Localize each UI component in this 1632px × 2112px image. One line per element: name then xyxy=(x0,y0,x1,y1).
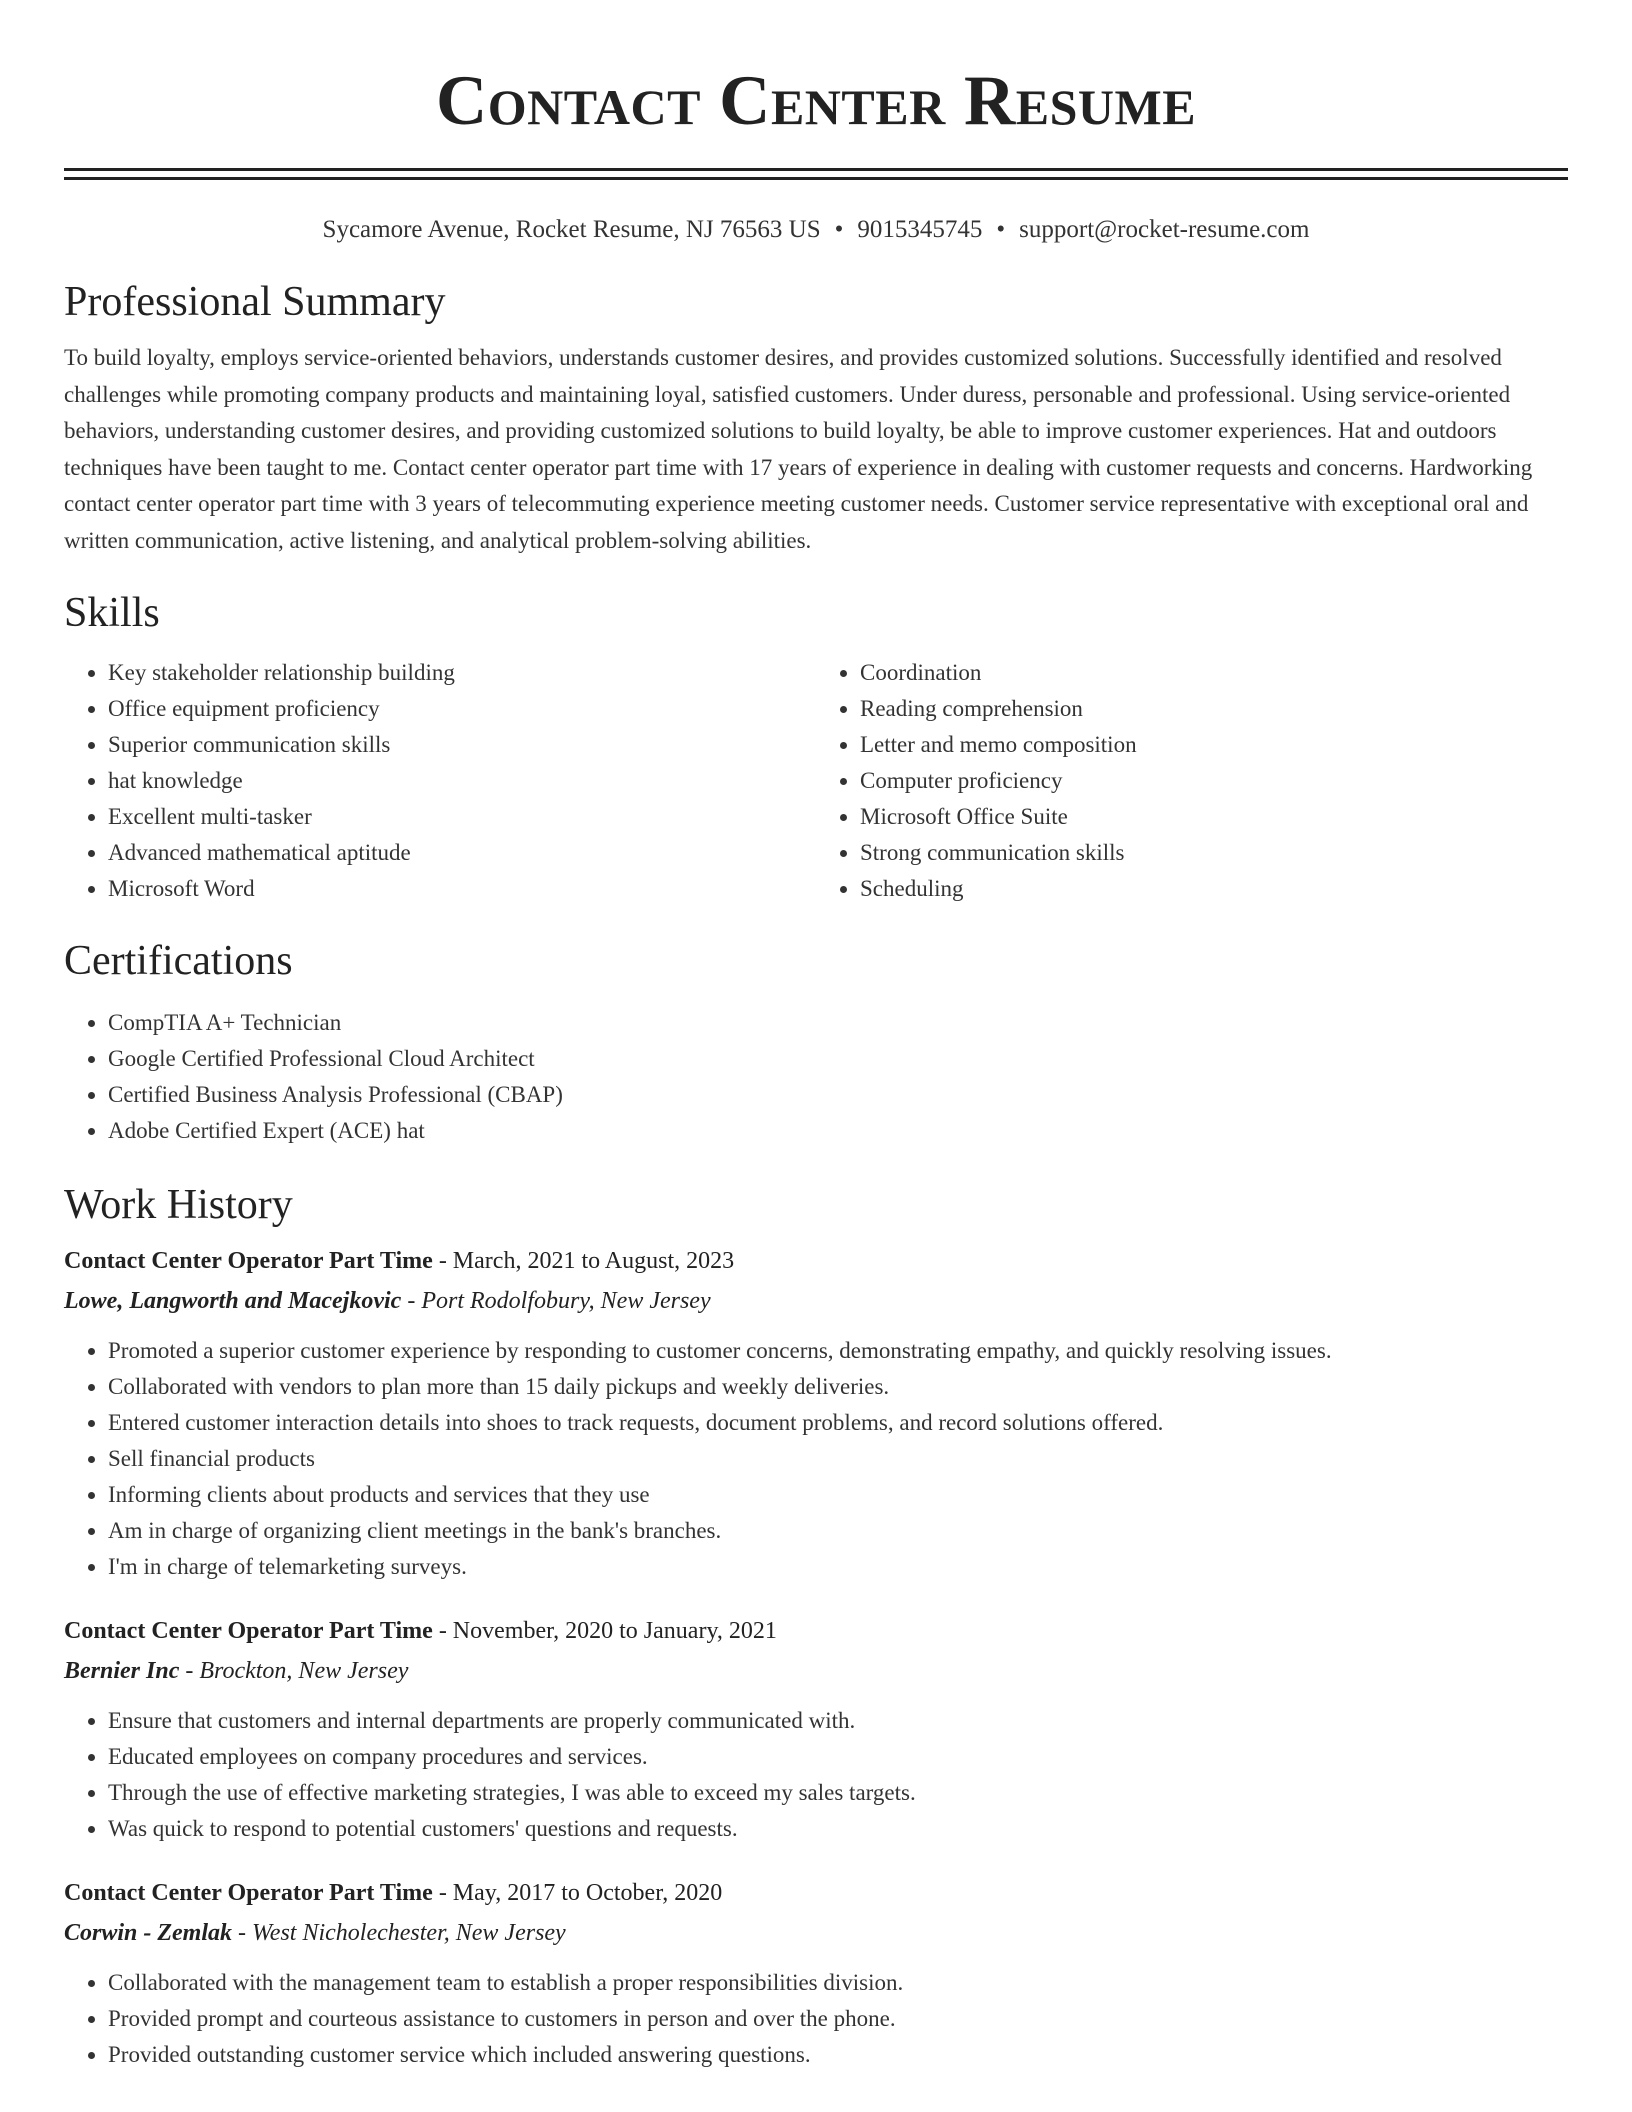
work-history-heading: Work History xyxy=(64,1182,293,1228)
job-bullet: • Ensure that customers and internal departments are properly communicated with. xyxy=(108,1703,1568,1739)
job-dates: - March, 2021 to August, 2023 xyxy=(432,1248,735,1274)
contact-email: support@rocket-resume.com xyxy=(1019,216,1310,243)
title-divider-bottom xyxy=(64,177,1568,180)
certification-item: • Google Certified Professional Cloud Architect xyxy=(108,1041,1568,1077)
job-dates: - May, 2017 to October, 2020 xyxy=(432,1880,723,1906)
skills-list-right xyxy=(816,655,1568,907)
job-bullet: • Collaborated with the management team to establish a proper responsibilities division. xyxy=(108,1965,1568,2001)
skill-item: • Letter and memo composition xyxy=(860,727,1568,763)
certification-item: • Adobe Certified Expert (ACE) hat xyxy=(108,1113,1568,1149)
contact-address: Sycamore Avenue, Rocket Resume, NJ 76563 US xyxy=(322,216,821,243)
job-bullet: • Collaborated with vendors to plan more than 15 daily pickups and weekly deliveries. xyxy=(108,1369,1568,1405)
job-bullet: • Provided prompt and courteous assistance to customers in person and over the phone. xyxy=(108,2001,1568,2037)
skill-item: • Microsoft Office Suite xyxy=(860,799,1568,835)
job-bullets xyxy=(64,1965,1568,2073)
skills-list-left xyxy=(64,655,816,907)
job-employer xyxy=(64,1651,1568,1691)
job-bullets xyxy=(64,1703,1568,1847)
skill-item: • Strong communication skills xyxy=(860,835,1568,871)
job-bullet: • Was quick to respond to potential customers' questions and requests. xyxy=(108,1811,1568,1847)
job-entry xyxy=(64,1611,1568,1847)
job-company: Corwin - Zemlak xyxy=(64,1920,233,1946)
certification-item: • CompTIA A+ Technician xyxy=(108,1005,1568,1041)
summary-heading: Professional Summary xyxy=(64,279,446,325)
job-dates: - November, 2020 to January, 2021 xyxy=(432,1618,777,1644)
certifications-list xyxy=(64,1005,1568,1149)
summary-text: To build loyalty, employs service-oriented behaviors, understands customer desires, and provides customized solutions. Successfully identified and resolved challenges while promoting company products and maintaining loyal, satisfied customers. Under duress, personable and professional. Using service-oriented behaviors, understanding customer desires, and providing customized solutions to build loyalty, be able to improve customer experiences. Hat and outdoors techniques have been taught to me. Contact center operator part time with 17 years of experience in dealing with customer requests and concerns. Hardworking contact center operator part time with 3 years of telecommuting experience meeting customer needs. Customer service representative with exceptional oral and written communication, active listening, and analytical problem-solving abilities. xyxy=(64,345,1533,553)
job-header xyxy=(64,1873,1568,1913)
job-location: - Brockton, New Jersey xyxy=(179,1658,409,1684)
skill-item: • Computer proficiency xyxy=(860,763,1568,799)
skill-item: • Key stakeholder relationship building xyxy=(108,655,816,691)
contact-separator: • xyxy=(996,216,1006,243)
skill-item: • Coordination xyxy=(860,655,1568,691)
job-employer xyxy=(64,1281,1568,1321)
job-location: - West Nicholechester, New Jersey xyxy=(232,1920,566,1946)
job-role: Contact Center Operator Part Time xyxy=(64,1880,433,1906)
skill-item: • Excellent multi-tasker xyxy=(108,799,816,835)
job-company: Lowe, Langworth and Macejkovic xyxy=(64,1288,402,1314)
skill-item: • Reading comprehension xyxy=(860,691,1568,727)
resume-title: Contact Center Resume xyxy=(435,62,1197,140)
skill-item: • Superior communication skills xyxy=(108,727,816,763)
skills-columns xyxy=(64,655,1568,907)
job-role: Contact Center Operator Part Time xyxy=(64,1248,433,1274)
job-bullet: • Sell financial products xyxy=(108,1441,1568,1477)
job-bullet: • Educated employees on company procedures and services. xyxy=(108,1739,1568,1775)
job-bullet: • Promoted a superior customer experience by responding to customer concerns, demonstrating empathy, and quickly resolving issues. xyxy=(108,1333,1568,1369)
skill-item: • Advanced mathematical aptitude xyxy=(108,835,816,871)
resume-content xyxy=(64,0,1568,2073)
job-bullet: • Informing clients about products and services that they use xyxy=(108,1477,1568,1513)
skill-item: • hat knowledge xyxy=(108,763,816,799)
contact-separator: • xyxy=(834,216,844,243)
job-bullet: • Provided outstanding customer service which included answering questions. xyxy=(108,2037,1568,2073)
job-company: Bernier Inc xyxy=(64,1658,180,1684)
job-bullet: • Am in charge of organizing client meetings in the bank's branches. xyxy=(108,1513,1568,1549)
skill-item: • Microsoft Word xyxy=(108,871,816,907)
job-entry xyxy=(64,1873,1568,2073)
skills-heading: Skills xyxy=(64,590,160,636)
job-header xyxy=(64,1241,1568,1281)
skill-item: • Scheduling xyxy=(860,871,1568,907)
certification-item: • Certified Business Analysis Professional (CBAP) xyxy=(108,1077,1568,1113)
job-entry xyxy=(64,1241,1568,1585)
job-role: Contact Center Operator Part Time xyxy=(64,1618,433,1644)
contact-line xyxy=(64,214,1568,246)
job-bullet: • I'm in charge of telemarketing surveys. xyxy=(108,1549,1568,1585)
job-bullet: • Entered customer interaction details into shoes to track requests, document problems, and record solutions offered. xyxy=(108,1405,1568,1441)
certifications-heading: Certifications xyxy=(64,938,293,984)
job-location: - Port Rodolfobury, New Jersey xyxy=(401,1288,711,1314)
contact-phone: 9015345745 xyxy=(857,216,983,243)
job-employer xyxy=(64,1913,1568,1953)
skill-item: • Office equipment proficiency xyxy=(108,691,816,727)
job-header xyxy=(64,1611,1568,1651)
job-bullets xyxy=(64,1333,1568,1585)
job-bullet: • Through the use of effective marketing strategies, I was able to exceed my sales targets. xyxy=(108,1775,1568,1811)
title-divider-top xyxy=(64,168,1568,171)
